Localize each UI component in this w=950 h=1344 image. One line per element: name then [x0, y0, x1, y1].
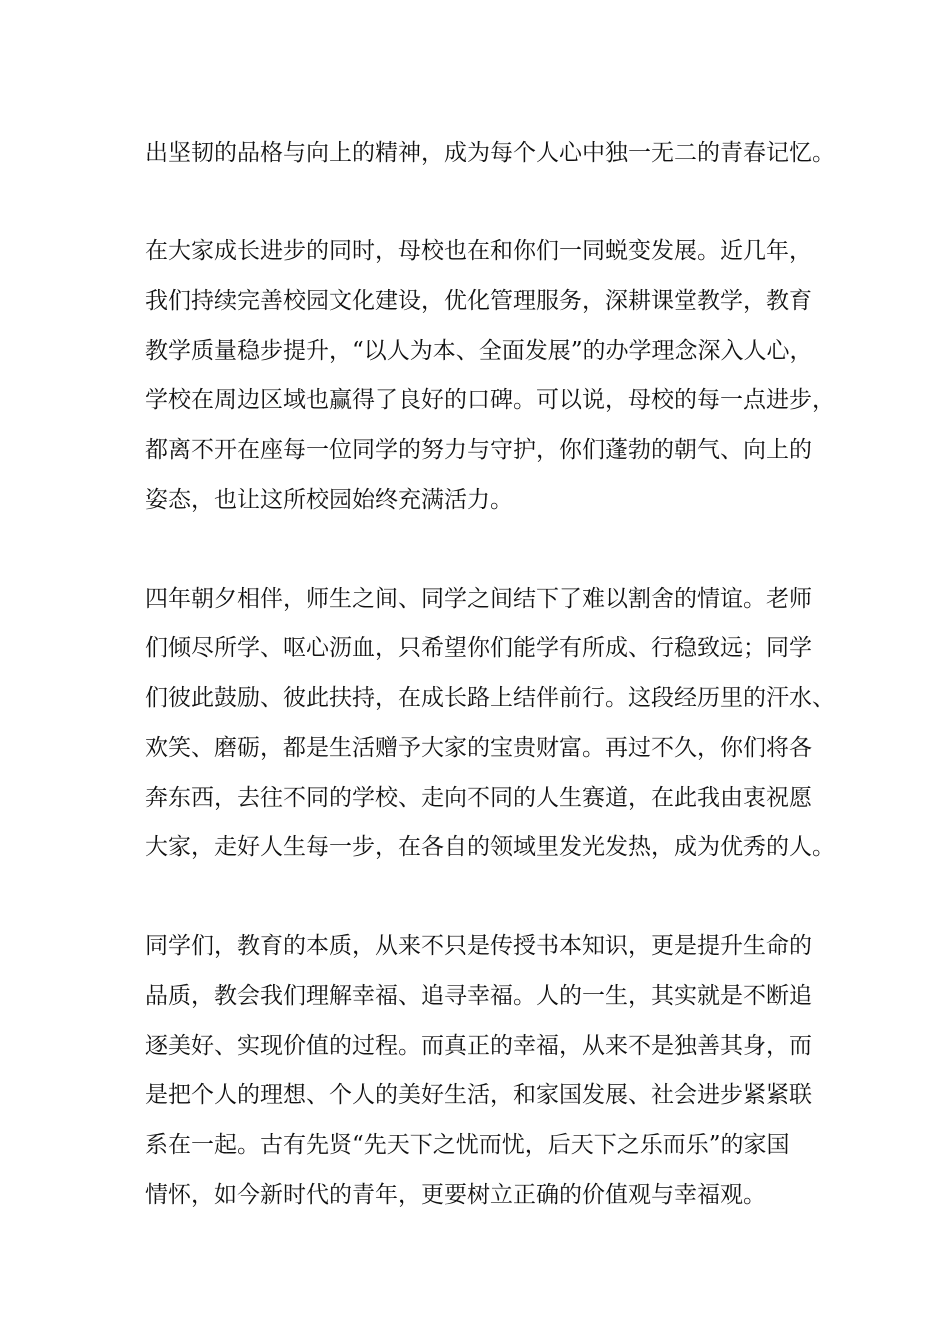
paragraph-3-line-2: 们倾尽所学、呕心沥血，只希望你们能学有所成、行稳致远；同学: [145, 635, 812, 661]
paragraph-2-line-1: 在大家成长进步的同时，母校也在和你们一同蜕变发展。近几年，: [145, 238, 812, 264]
paragraph-2-line-6: 姿态，也让这所校园始终充满活力。: [145, 487, 513, 513]
paragraph-3-line-4: 欢笑、磨砺，都是生活赠予大家的宝贵财富。再过不久，你们将各: [145, 735, 812, 761]
paragraph-3-line-6: 大家，走好人生每一步，在各自的领域里发光发热，成为优秀的人。: [145, 834, 835, 860]
paragraph-2-line-4: 学校在周边区域也赢得了良好的口碑。可以说，母校的每一点进步，: [145, 387, 835, 413]
paragraph-2-line-2: 我们持续完善校园文化建设，优化管理服务，深耕课堂教学，教育: [145, 288, 812, 314]
paragraph-3-line-5: 奔东西，去往不同的学校、走向不同的人生赛道，在此我由衷祝愿: [145, 785, 812, 811]
paragraph-4-line-1: 同学们，教育的本质，从来不只是传授书本知识，更是提升生命的: [145, 933, 812, 959]
paragraph-4-line-6: 情怀，如今新时代的青年，更要树立正确的价值观与幸福观。: [145, 1182, 766, 1208]
paragraph-2-line-5: 都离不开在座每一位同学的努力与守护，你们蓬勃的朝气、向上的: [145, 437, 812, 463]
paragraph-4-line-4: 是把个人的理想、个人的美好生活，和家国发展、社会进步紧紧联: [145, 1082, 812, 1108]
paragraph-3-line-3: 们彼此鼓励、彼此扶持，在成长路上结伴前行。这段经历里的汗水、: [145, 685, 835, 711]
paragraph-4-line-3: 逐美好、实现价值的过程。而真正的幸福，从来不是独善其身，而: [145, 1033, 812, 1059]
paragraph-4-line-5: 系在一起。古有先贤“先天下之忧而忧，后天下之乐而乐”的家国: [145, 1132, 790, 1158]
paragraph-4-line-2: 品质，教会我们理解幸福、追寻幸福。人的一生，其实就是不断追: [145, 983, 812, 1009]
paragraph-1-line-1: 出坚韧的品格与向上的精神，成为每个人心中独一无二的青春记忆。: [145, 140, 835, 166]
paragraph-2-line-3: 教学质量稳步提升，“以人为本、全面发展”的办学理念深入人心，: [145, 338, 813, 364]
paragraph-3-line-1: 四年朝夕相伴，师生之间、同学之间结下了难以割舍的情谊。老师: [145, 586, 812, 612]
